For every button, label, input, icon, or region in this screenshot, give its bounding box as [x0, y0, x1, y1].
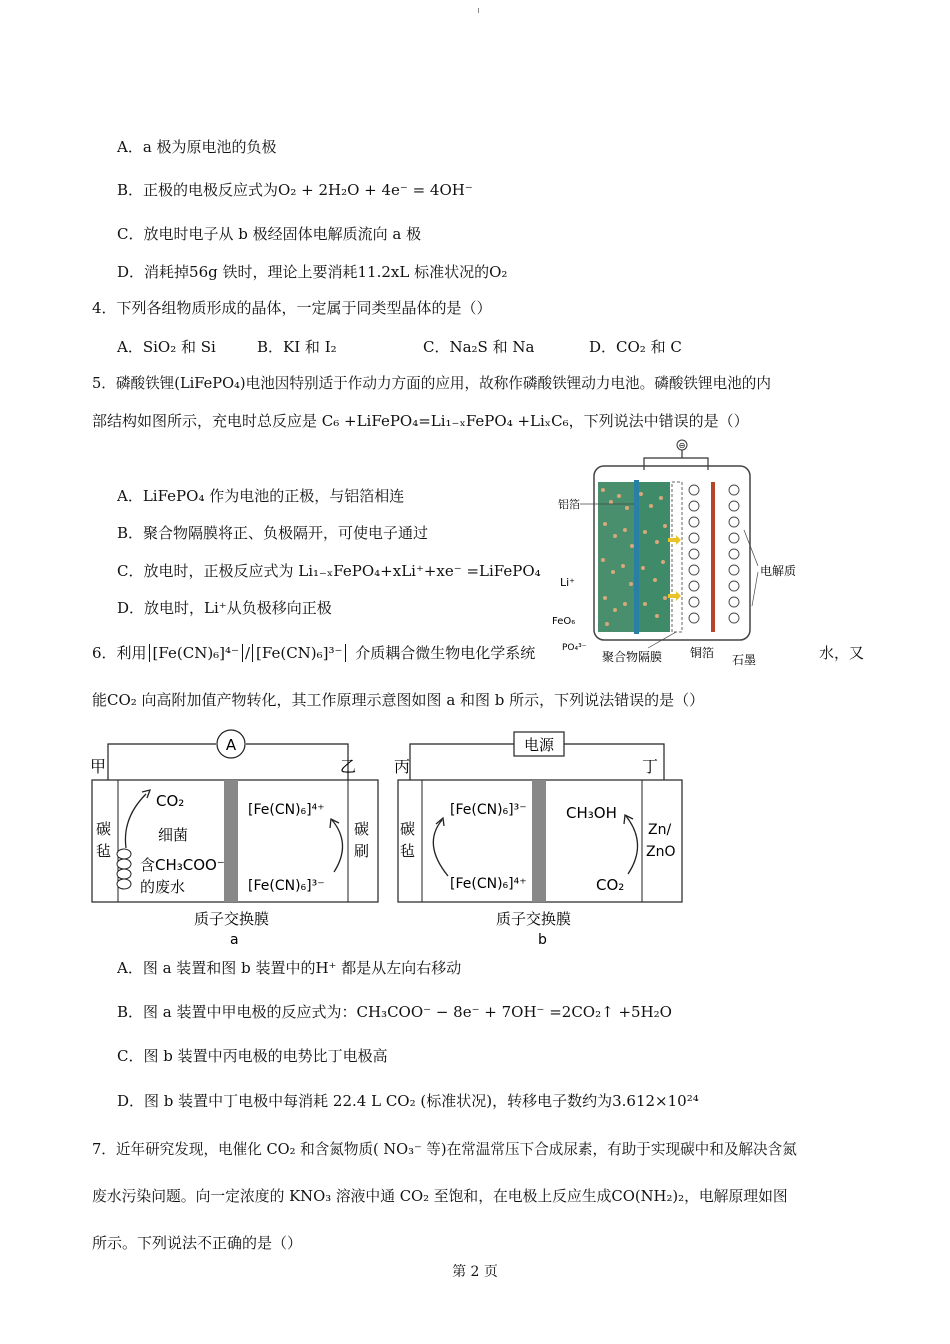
label-bing: 丙 — [394, 757, 411, 776]
label-copper-foil: 铜箔 — [690, 646, 715, 660]
q7-stem-line3: 所示。下列说法不正确的是（） — [92, 1234, 303, 1252]
label-jia: 甲 — [90, 757, 107, 776]
negative-terminal: ⊖ — [678, 441, 686, 450]
label-membrane-a: 质子交换膜 — [194, 910, 270, 928]
page-footer: 第 2 页 — [452, 1264, 498, 1280]
label-zn: Zn/ — [648, 822, 672, 838]
q6-option-c: C．图 b 装置中丙电极的电势比丁电极高 — [117, 1047, 388, 1065]
q4-option-c: C．Na₂S 和 Na — [423, 338, 535, 356]
q6-option-b: B．图 a 装置中甲电极的反应式为：CH₃COO⁻ − 8e⁻ + 7OH⁻ =2CO₂↑ +5H₂O — [117, 1003, 672, 1021]
svg-text:电源: 电源 — [523, 736, 555, 754]
q5-option-d: D．放电时，Li⁺从负极移向正极 — [117, 599, 332, 617]
label-methanol: CH₃OH — [566, 804, 617, 822]
label-co2-a: CO₂ — [156, 792, 185, 810]
svg-text:毡: 毡 — [400, 842, 416, 860]
label-felt-b: 碳 — [400, 820, 416, 838]
q7-stem-line2: 废水污染问题。向一定浓度的 KNO₃ 溶液中通 CO₂ 至饱和，在电极上反应生成CO(NH₂)₂，电解原理如图 — [92, 1188, 788, 1205]
proton-membrane-b — [532, 780, 546, 902]
page-mark — [478, 8, 479, 13]
label-ion-top-b: [Fe(CN)₆]³⁻ — [450, 802, 527, 818]
aluminum-foil — [634, 480, 639, 634]
label-yi: 乙 — [340, 757, 357, 776]
label-bacteria: 细菌 — [158, 826, 189, 844]
svg-text:A: A — [225, 736, 237, 754]
svg-text:毡: 毡 — [96, 842, 112, 860]
label-ion-bottom-b: [Fe(CN)₆]⁴⁺ — [450, 876, 527, 892]
proton-membrane-a — [224, 780, 238, 902]
q3-option-d: D．消耗掉56g 铁时，理论上要消耗11.2xL 标准状况的O₂ — [117, 263, 508, 281]
q5-stem-line1: 5．磷酸铁锂(LiFePO₄)电池因特别适于作动力方面的应用，故称作磷酸铁锂动力电池。磷酸铁锂电池的内 — [92, 375, 771, 392]
label-ding: 丁 — [642, 757, 659, 776]
label-felt-a: 碳 — [96, 820, 112, 838]
svg-text:刷: 刷 — [354, 842, 370, 860]
label-co2-b: CO₂ — [596, 876, 625, 894]
q6-stem-line2: 能CO₂ 向高附加值产物转化，其工作原理示意图如图 a 和图 b 所示，下列说法错误的是（） — [92, 691, 705, 709]
label-po4: PO₄³⁻ — [562, 643, 587, 653]
battery-diagram — [548, 438, 850, 666]
label-lithium-ion: Li⁺ — [560, 576, 575, 589]
q3-option-a: A．a 极为原电池的负极 — [117, 138, 277, 156]
q6-stem-line1: 6．利用 [Fe(CN)₆]⁴⁻ / [Fe(CN)₆]³⁻ 介质耦合微生物电化学系统 — [92, 644, 536, 662]
label-polymer-membrane: 聚合物隔膜 — [602, 650, 663, 664]
copper-foil — [711, 482, 715, 632]
label-electrolyte: 电解质 — [760, 564, 797, 578]
figure-b — [392, 728, 692, 950]
q5-option-a: A．LiFePO₄ 作为电池的正极，与铝箔相连 — [117, 487, 405, 505]
label-feo6: FeO₆ — [552, 616, 576, 627]
q5-option-b: B．聚合物隔膜将正、负极隔开，可使电子通过 — [117, 524, 429, 542]
label-aluminum-foil: 铝箔 — [558, 498, 580, 511]
label-zno: ZnO — [646, 844, 676, 860]
q6-option-a: A．图 a 装置和图 b 装置中的H⁺ 都是从左向右移动 — [117, 959, 462, 977]
label-wastewater-1: 含CH₃COO⁻ — [140, 856, 225, 874]
q5-option-c: C．放电时，正极反应式为 Li₁₋ₓFePO₄+xLi⁺+xe⁻ =LiFePO₄ — [117, 562, 541, 580]
label-wastewater-2: 的废水 — [140, 878, 186, 896]
q7-stem-line1: 7．近年研究发现，电催化 CO₂ 和含氮物质( NO₃⁻ 等)在常温常压下合成尿素，有助于实现碳中和及解决含氮 — [92, 1141, 797, 1158]
figure-a-label: a — [230, 932, 239, 948]
q6-option-d: D．图 b 装置中丁电极中每消耗 22.4 L CO₂ (标准状况)，转移电子数约为3.612×10²⁴ — [117, 1092, 699, 1110]
q3-option-c: C．放电时电子从 b 极经固体电解质流向 a 极 — [117, 225, 422, 243]
label-brush: 碳 — [354, 820, 370, 838]
q4-option-d: D．CO₂ 和 C — [589, 338, 682, 356]
label-ion-top-a: [Fe(CN)₆]⁴⁺ — [248, 802, 325, 818]
q4-stem: 4．下列各组物质形成的晶体，一定属于同类型晶体的是（） — [92, 299, 492, 317]
polymer-membrane — [672, 482, 682, 632]
label-graphite: 石墨 — [732, 653, 757, 666]
q5-stem-line2: 部结构如图所示，充电时总反应是 C₆ +LiFePO₄=Li₁₋ₓFePO₄ +LiₓC₆，下列说法中错误的是（） — [92, 412, 749, 430]
q6-stem-line1-end: 水，又 — [819, 644, 865, 662]
ferricyanide-ion: [Fe(CN)₆]³⁻ — [252, 644, 346, 662]
figure-b-label: b — [538, 932, 547, 948]
q4-option-b: B．KI 和 I₂ — [257, 338, 337, 356]
q4-option-a: A．SiO₂ 和 Si — [117, 338, 216, 356]
ferrocyanide-ion: [Fe(CN)₆]⁴⁻ — [149, 644, 243, 662]
label-membrane-b: 质子交换膜 — [496, 910, 572, 928]
q3-option-b: B．正极的电极反应式为O₂ + 2H₂O + 4e⁻ = 4OH⁻ — [117, 181, 473, 199]
label-ion-bottom-a: [Fe(CN)₆]³⁻ — [248, 878, 325, 894]
figure-a — [86, 728, 386, 950]
